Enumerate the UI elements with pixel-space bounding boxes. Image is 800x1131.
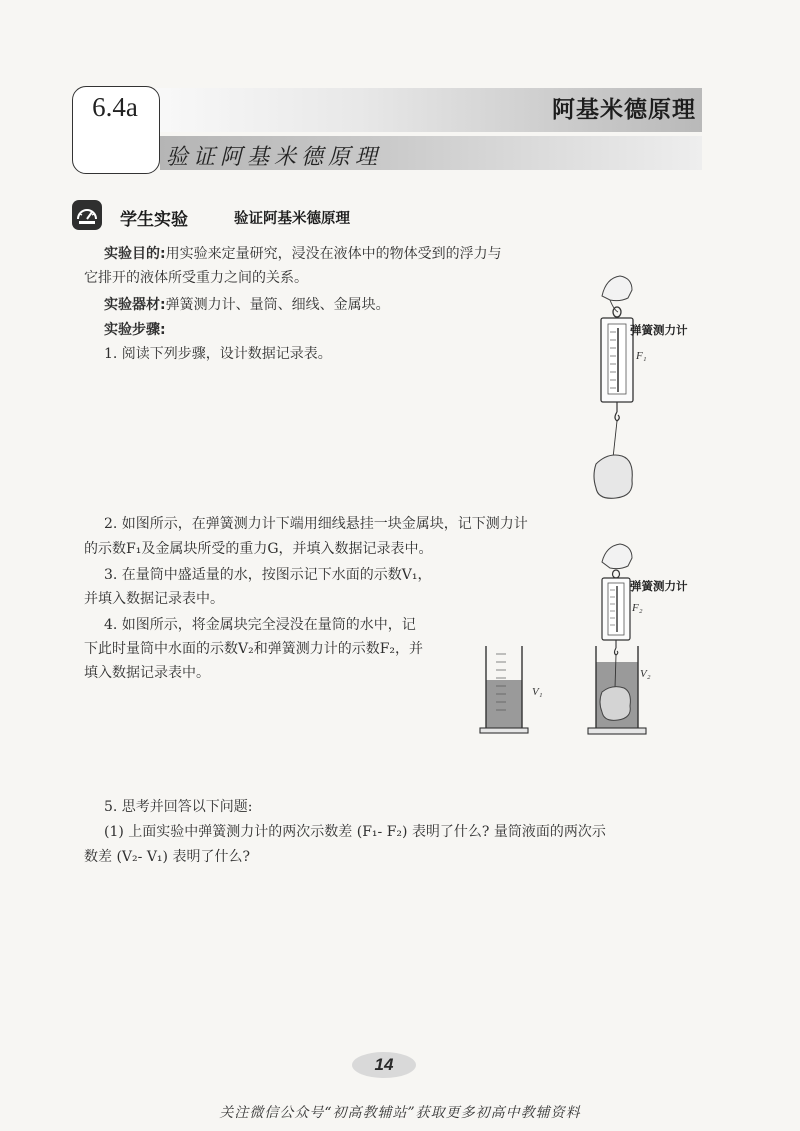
equipment-label: 实验器材: [104,297,166,313]
purpose-text: 用实验来定量研究，浸没在液体中的物体受到的浮力与 [165,246,502,262]
purpose-label: 实验目的: [104,246,166,262]
scale-label-2: 弹簧测力计 [630,579,688,593]
f2-label: F₂ [632,602,643,614]
scale-label-1: 弹簧测力计 [630,323,688,337]
spring-scale-figure-1 [580,268,710,518]
page-number: 14 [374,1055,394,1074]
question-1-line2: 数差 (V₂- V₁) 表明了什么? [84,849,250,865]
equipment-text: 弹簧测力计、量筒、细线、金属块。 [165,297,390,313]
experiment-heading: 学生实验 [120,210,188,230]
step-1: 1. 阅读下列步骤，设计数据记录表。 [104,346,332,362]
step-4-line3: 填入数据记录表中。 [84,665,210,681]
gauge-icon [72,200,102,230]
step-5: 5. 思考并回答以下问题: [104,799,253,815]
v2-label: V₂ [640,668,651,680]
v1-label: V₁ [532,686,543,698]
section-number: 6.4a [92,92,138,122]
spring-scale-figure-2 [580,540,680,745]
purpose-line2: 它排开的液体所受重力之间的关系。 [84,270,308,286]
steps-label: 实验步骤: [104,322,166,338]
step-3-line1: 3. 在量筒中盛适量的水，按图示记下水面的示数V₁， [104,567,432,583]
subtitle: 验证阿基米德原理 [166,145,383,170]
measuring-cylinder-v1 [470,640,560,740]
step-4-line1: 4. 如图所示，将金属块完全浸没在量筒的水中，记 [104,617,416,633]
step-2-line1: 2. 如图所示，在弹簧测力计下端用细线悬挂一块金属块，记下测力计 [104,516,528,532]
step-3-line2: 并填入数据记录表中。 [84,591,224,607]
equipment-line [104,293,390,317]
step-2-line2: 的示数F₁及金属块所受的重力G，并填入数据记录表中。 [84,541,433,557]
step-4-line2: 下此时量筒中水面的示数V₂和弹簧测力计的示数F₂，并 [84,641,424,657]
purpose-line1 [104,242,502,266]
f1-label: F₁ [636,350,647,362]
question-1-line1: (1) 上面实验中弹簧测力计的两次示数差 (F₁- F₂) 表明了什么? 量筒液面的两次示 [104,824,606,840]
experiment-name: 验证阿基米德原理 [234,211,350,227]
footer-note: 关注微信公众号“初高教辅站”获取更多初高中教辅资料 [219,1105,581,1121]
chapter-title: 阿基米德原理 [552,97,696,123]
